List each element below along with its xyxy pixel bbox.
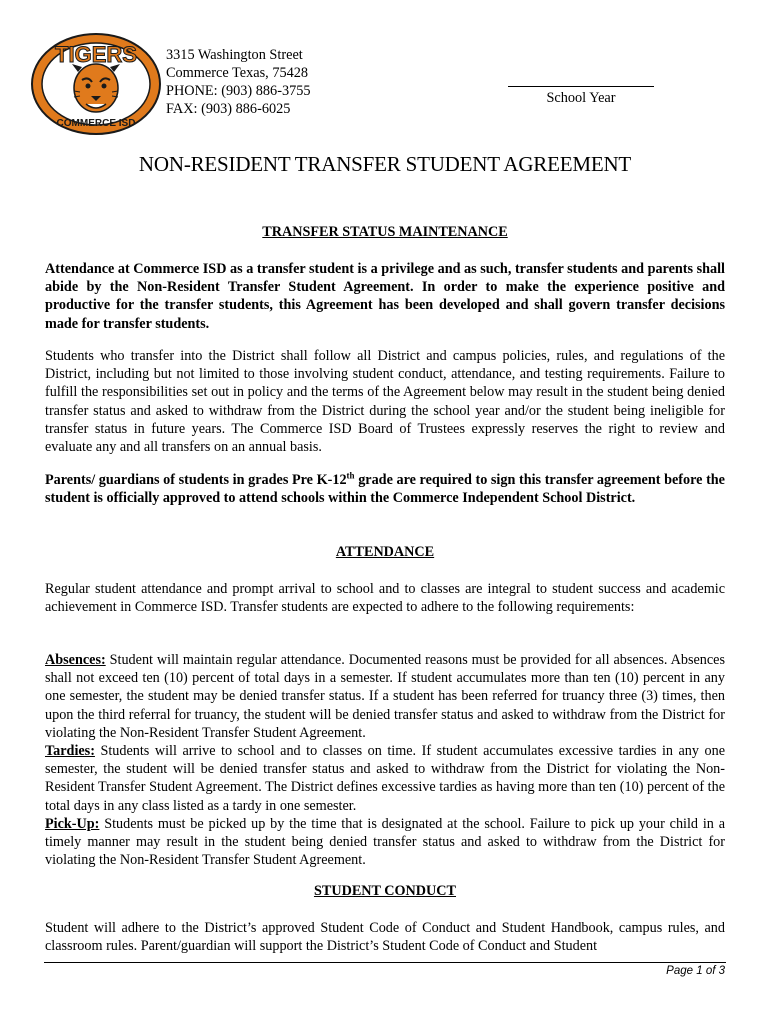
heading-student-conduct: STUDENT CONDUCT xyxy=(313,883,457,899)
document-title: NON-RESIDENT TRANSFER STUDENT AGREEMENT xyxy=(138,152,632,176)
paragraph-student-conduct: Student will adhere to the District’s approved Student Code of Conduct and Student Handbook, campus rules, and classroom rules. Parent/guardian will support the District’s Student Code of Conduct and Student xyxy=(45,920,725,955)
tardies-text: Students will arrive to school and to classes on time. If student accumulates excessive tardies in any one semester, the student will be denied transfer status and asked to withdraw from the District for violating the Non-Resident Transfer Student Agreement. The District defines excessive tardies as having more than ten (10) percent of the total days in any class listed as a tardy in one semester. xyxy=(45,743,725,814)
logo-text-top: TIGERS xyxy=(55,42,137,67)
tardies-label: Tardies: xyxy=(45,743,95,760)
address-city: Commerce Texas, 75428 xyxy=(166,65,309,81)
absences-label: Absences: xyxy=(45,652,106,668)
absences-text: Student will maintain regular attendance. Documented reasons must be provided for all absences. Absences shall not exceed ten (10) percent of total days in a semester. If student accumulates more than ten (10) percent in any one semester, the student may be denied transfer status. If a student has been referred for truancy three (3) times, then upon the third referral for truancy, the student will be denied transfer status and asked to withdraw from the District for violating the Non-Resident Transfer Student Agreement. xyxy=(45,652,725,741)
heading-attendance: ATTENDANCE xyxy=(335,544,435,560)
paragraph-transfer-privilege: Attendance at Commerce ISD as a transfer student is a privilege and as such, transfer students and parents shall abide by the Non-Resident Transfer Student Agreement. In order to make the experience positive and productive for the transfer students, this Agreement has been developed and shall govern transfer decisions made for transfer students. xyxy=(45,261,725,332)
address-phone: PHONE: (903) 886-3755 xyxy=(166,83,311,99)
logo-text-bottom: COMMERCE ISD xyxy=(56,118,136,129)
paragraph-attendance-rules xyxy=(45,651,725,869)
page-number: Page 1 of 3 xyxy=(666,965,725,977)
pickup-label: Pick-Up: xyxy=(45,815,100,832)
tigers-logo xyxy=(30,32,162,136)
paragraph-attendance-intro: Regular student attendance and prompt arrival to school and to classes are integral to student success and academic achievement in Commerce ISD. Transfer students are expected to adhere to the following requirements: xyxy=(45,581,725,616)
address-street: 3315 Washington Street xyxy=(166,47,303,63)
pickup-text: Students must be picked up by the time that is designated at the school. Failure to pick up your child in a timely manner may result in the student being denied transfer status and asked to withdraw from the District for violating the Non-Resident Transfer Student Agreement. xyxy=(45,815,725,869)
address-block xyxy=(166,46,311,118)
footer-rule xyxy=(44,962,726,963)
parent-signature-text-a: Parents/ guardians of students in grades Pre K-12 xyxy=(45,472,347,488)
grade-superscript: th xyxy=(346,470,355,481)
paragraph-parent-signature xyxy=(45,471,725,507)
heading-transfer-status: TRANSFER STATUS MAINTENANCE xyxy=(262,224,508,240)
parent-signature-text-b: grade are required to sign this transfer agreement before the student is officially approved to attend schools within the Commerce Independent School District. xyxy=(45,472,725,507)
school-year-blank[interactable] xyxy=(508,86,654,87)
address-fax: FAX: (903) 886-6025 xyxy=(166,101,291,117)
paragraph-transfer-policies: Students who transfer into the District shall follow all District and campus policies, rules, and regulations of the District, including but not limited to those involving student conduct, attendance, and testing requirements. Failure to fulfill the responsibilities set out in policy and the terms of the Agreement below may result in the student being denied transfer status and asked to withdraw from the District during the school year and/or the student being ineligible for transfer status in future years. The Commerce ISD Board of Trustees expressly reserves the right to review and evaluate any and all transfers on an annual basis. xyxy=(45,348,725,456)
school-year-label: School Year xyxy=(546,90,616,106)
